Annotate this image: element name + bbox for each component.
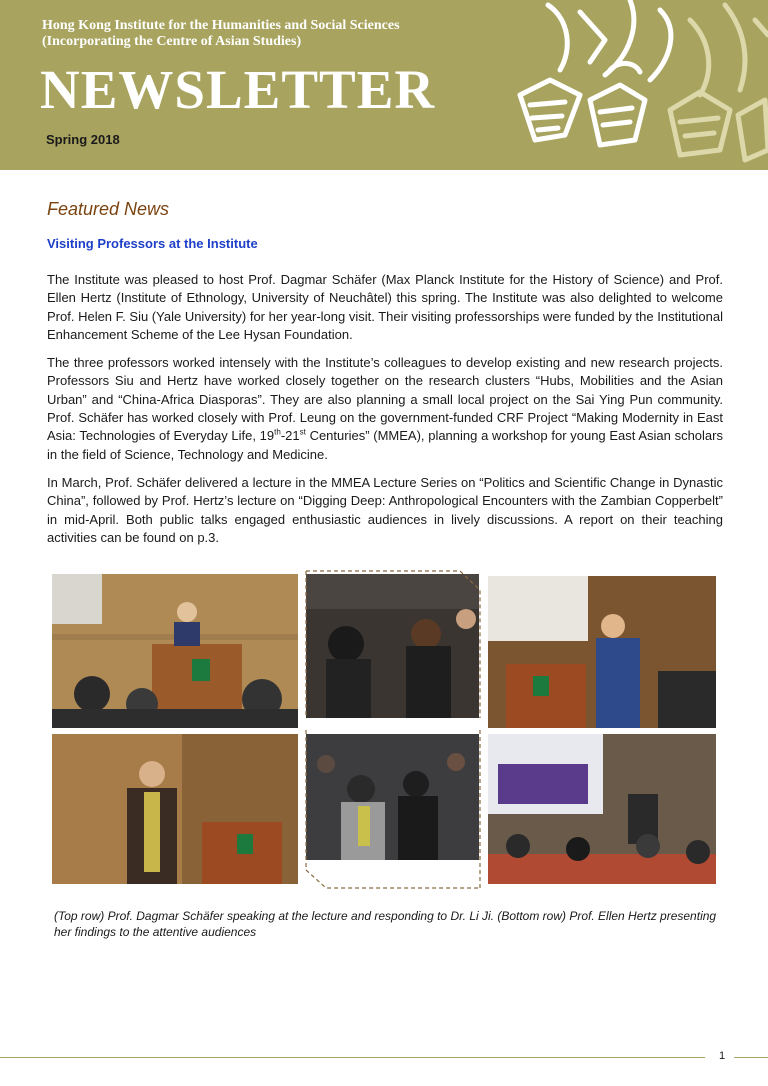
photo-lecture-hall-screen [488, 734, 716, 884]
paragraph-3: In March, Prof. Schäfer delivered a lecture in the MMEA Lecture Series on “Politics and Scientific Change in Dynastic China”, followed by Prof. Hertz’s lecture on “Digging Deep: Anthropological Encounters with the Zambian Copperbelt” in mid-April. Both public talks engaged enthusiastic audiences in lively discussions. A report on their teaching activities can be found on p.3. [47, 474, 723, 545]
photo-caption: (Top row) Prof. Dagmar Schäfer speaking at the lecture and responding to Dr. Li Ji. (Bottom row) Prof. Ellen Hertz presenting her findings to the attentive audiences [54, 909, 717, 939]
newsletter-banner [0, 0, 768, 170]
newsletter-title: NEWSLETTER [40, 59, 436, 120]
paragraph-1: The Institute was pleased to host Prof. Dagmar Schäfer (Max Planck Institute for the History of Science) and Prof. Ellen Hertz (Institute of Ethnology, University of Neuchâtel) this spring. The Institute was also delighted to welcome Prof. Helen F. Siu (Yale University) for her year-long visit. Their visiting professorships were funded by the Institutional Enhancement Scheme of the Lee Hysan Foundation. [47, 272, 723, 342]
institute-line-1: Hong Kong Institute for the Humanities and Social Sciences [42, 18, 400, 33]
article-body [47, 271, 723, 557]
section-heading: Featured News [47, 199, 170, 219]
issue-season: Spring 2018 [46, 132, 120, 147]
page-number: 1 [719, 1050, 726, 1062]
footer-rule [0, 1057, 705, 1058]
footer-rule-end [734, 1057, 768, 1058]
photo-lecture-podium-schafer [52, 574, 298, 728]
institute-line-2: (Incorporating the Centre of Asian Studies) [42, 34, 302, 49]
photo-hertz-presenting [52, 734, 298, 884]
institute-name [42, 18, 400, 50]
decorative-artwork [510, 0, 768, 170]
article-title: Visiting Professors at the Institute [47, 236, 258, 251]
photo-frame-dashes [300, 570, 486, 890]
photo-schafer-at-lectern [488, 576, 716, 728]
paragraph-2: The three professors worked intensely with the Institute’s colleagues to develop existing and new research projects. Professors Siu and Hertz have worked closely together on the research clusters “Hubs, Mobilities and the Asian Urban” and “China-Africa Diasporas”. They are also planning a small local project on the Sai Ying Pun community. Prof. Schäfer has worked closely with Prof. Leung on the government-funded CRF Project “Making Modernity in East Asia: Technologies of Everyday Life, 19th-21st Centuries” (MMEA), planning a workshop for young East Asian scholars in the field of Science, Technology and Medicine. [47, 355, 723, 462]
